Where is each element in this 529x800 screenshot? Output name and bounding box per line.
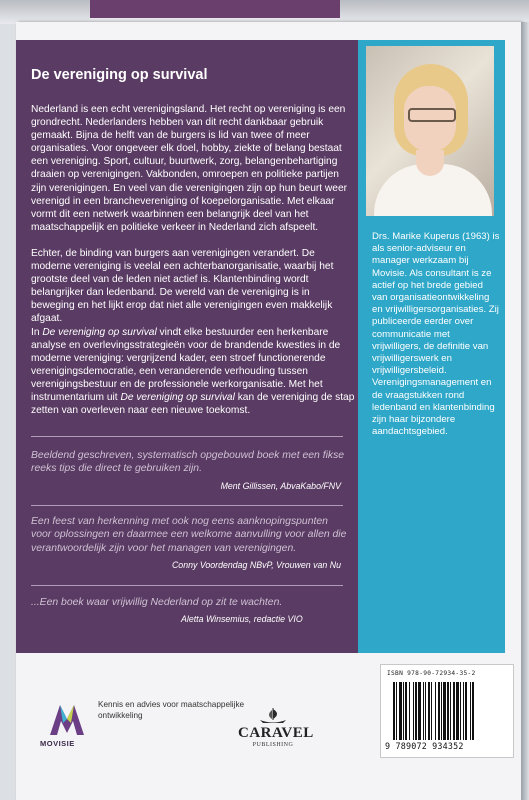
author-photo: [366, 46, 494, 216]
publisher-area: [16, 653, 521, 800]
quote-text: ...Een boek waar vrijwillig Nederland op zit te wachten.: [31, 597, 283, 608]
quote-1: [31, 449, 351, 493]
caravel-name: CARAVEL: [238, 725, 314, 741]
quote-2: [31, 515, 351, 573]
book-spine-shadow: [521, 22, 529, 800]
barcode-icon: [391, 682, 503, 740]
quote-source: Aletta Winsemius, redactie VIO: [181, 614, 303, 625]
isbn-label: ISBN 978-90-72934-35-2: [387, 670, 476, 677]
author-panel: [358, 40, 505, 653]
quote-text: Beeldend geschreven, systematisch opgebouwd boek met een fikse reeks tips die direct te gebruiken zijn.: [31, 450, 345, 475]
barcode-box: [380, 664, 514, 758]
blurb-paragraph-1: Nederland is een echt verenigingsland. Het recht op vereniging is een grondrecht. Nederlanders hebben van dit recht dankbaar gebruik gemaakt. Bijna de helft van de burgers is lid van twee of meer organisaties. Voor ongeveer elk doel, hobby, ziekte of belang bestaat een vereniging. Sport, cultuur, buurtwerk, zorg, belangenbehartiging draaien op verenigingen. Vakbonden, omroepen en politieke partijen zijn verenigingen. En veel van die verenigingen zijn op hun beurt weer verenigd in een branchevereniging of koepelorganisatie. Met elkaar vormt dit een netwerk waarbinnen een belangrijk deel van het maatschappelijk en politieke verkeer in Nederland zich afspeelt.: [31, 104, 348, 233]
caravel-logo: [238, 707, 314, 748]
divider: [31, 505, 343, 506]
ship-icon: [256, 707, 290, 725]
movisie-logo-icon: [46, 697, 88, 741]
movisie-tagline: Kennis en advies voor maatschappelijke ontwikkeling: [98, 700, 245, 720]
barcode-digits: 9 789072 934352: [385, 741, 464, 751]
blurb-paragraph-3: In De vereniging op survival vindt elke bestuurder een herkenbare analyse en overlevingsstrategieën voor de brandende kwesties in de moderne vereniging: vergrijzend kader, een stroef functionerende verenigingsdemocratie, een veranderende verhouding tussen verenigingsbestuur en de professionele werkorganisatie. Met het instrumentarium uit De vereniging op survival kan de vereniging de stap zetten van overleven naar een nieuwe toekomst.: [31, 326, 355, 417]
blurb-paragraph-2: Echter, de binding van burgers aan verenigingen verandert. De moderne vereniging is veelal een achterbanorganisatie, waarbij het grootste deel van de leden niet actief is. Klantenbinding wordt belangrijker dan ledenband. De wereld van de vereniging is in beweging en het lijkt erop dat niet alle verenigingen even makkelijk afgaat.: [31, 247, 334, 325]
movisie-name: MOVISIE: [40, 739, 75, 748]
quote-text: Een feest van herkenning met ook nog eens aanknopingspunten voor oplossingen en daarmee een welkome aanvulling voor allen die verantwoordelijk zijn voor het managen van verenigingen.: [31, 516, 347, 554]
quote-source: Conny Voordendag NBvP, Vrouwen van Nu: [171, 560, 341, 571]
divider: [31, 436, 343, 437]
book-title: De vereniging op survival: [31, 67, 208, 83]
author-bio: Drs. Marike Kuperus (1963) is als senior-adviseur en manager werkzaam bij Movisie. Als consultant is ze actief op het brede gebied van organisatieontwikkeling en vrijwilligersorganisaties. Zij publiceerde eerder over communicatie met vrijwilligers, de definitie van vrijwilligerswerk en vrijwilligersbeleid. Verenigingsmanagement en de vraagstukken rond ledenband en klantenbinding zijn haar bijzondere aandachtsgebied.: [372, 231, 500, 438]
quote-3: [31, 596, 351, 627]
quote-source: Ment Gillissen, AbvaKabo/FNV: [220, 480, 341, 491]
book-top-strip: [90, 0, 340, 20]
caravel-subtitle: PUBLISHING: [252, 742, 294, 748]
blurb-text: [31, 103, 356, 430]
divider: [31, 585, 343, 586]
